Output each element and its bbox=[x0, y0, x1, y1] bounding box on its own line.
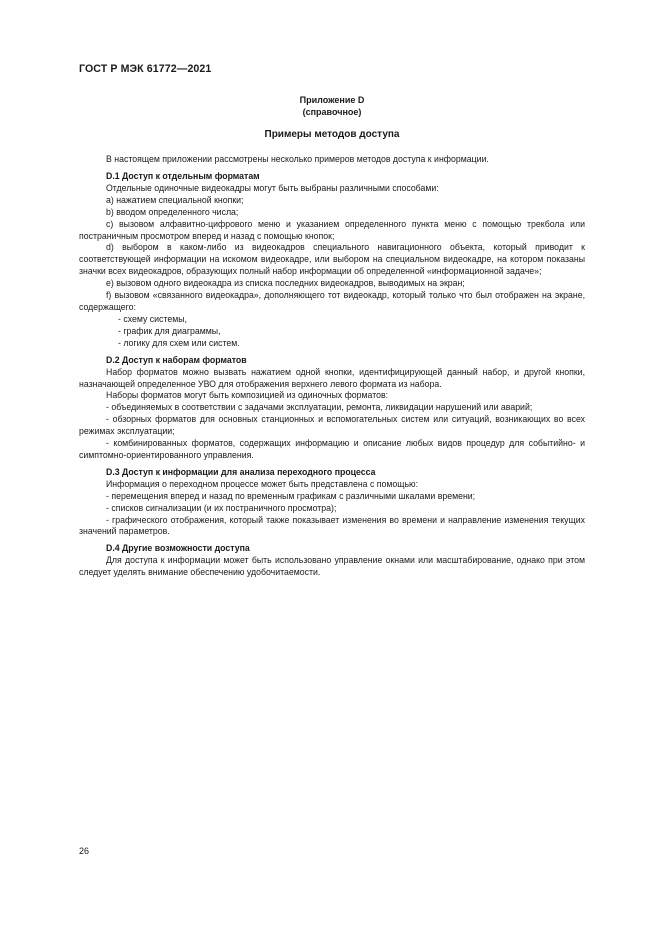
page-number: 26 bbox=[79, 846, 90, 856]
section-d2-heading: D.2 Доступ к наборам форматов bbox=[106, 354, 247, 365]
d2-dash-2: - обзорных форматов для основных станционных и вспомогательных систем или ситуаций, возникающих во всех режимах эксплуатации; bbox=[79, 414, 585, 437]
d1-dash-2: - график для диаграммы, bbox=[118, 325, 221, 336]
annex-type: (справочное) bbox=[302, 107, 362, 117]
d1-lead: Отдельные одиночные видеокадры могут быть выбраны различными способами: bbox=[106, 182, 439, 193]
d2-paragraph-1: Набор форматов можно вызвать нажатием одной кнопки, идентифицирующей данный набор, и другой кнопки, назначающей определенное УВО для отображения верхнего левого формата из набора. bbox=[79, 366, 585, 389]
d3-dash-3: - графического отображения, который также показывает изменения во времени и направление изменения текущих значений параметров. bbox=[79, 514, 585, 537]
section-d3-heading: D.3 Доступ к информации для анализа переходного процесса bbox=[106, 466, 376, 477]
d3-dash-1: - перемещения вперед и назад по временным графикам с различными шкалами времени; bbox=[106, 490, 476, 501]
annex-title: Приложение D bbox=[299, 95, 365, 105]
d1-dash-3: - логику для схем или систем. bbox=[118, 337, 240, 348]
d2-dash-3: - комбинированных форматов, содержащих информацию и описание любых видов процедур для событийно- и симптомно-ориентированного управления. bbox=[79, 438, 585, 460]
d1-item-e: e) вызовом одного видеокадра из списка последних видеокадров, выводимых на экран; bbox=[106, 278, 465, 289]
d1-dash-1: - схему системы, bbox=[118, 313, 187, 324]
d3-lead: Информация о переходном процессе может быть представлена с помощью: bbox=[106, 478, 419, 489]
intro-paragraph: В настоящем приложении рассмотрены несколько примеров методов доступа к информации. bbox=[106, 154, 489, 164]
document-body bbox=[79, 154, 585, 579]
document-code: ГОСТ Р МЭК 61772—2021 bbox=[79, 63, 212, 75]
d2-paragraph-2: Наборы форматов могут быть композицией из одиночных форматов: bbox=[106, 390, 389, 401]
d1-item-f-text: f) вызовом «связанного видеокадра», дополняющего тот видеокадр, который только что был отображен на экране, содержащего: bbox=[79, 290, 585, 312]
d4-paragraph: Для доступа к информации может быть использовано управление окнами или масштабирование, однако при этом следует уделять внимание обеспечению удобочитаемости. bbox=[79, 555, 585, 578]
d1-item-a: a) нажатием специальной кнопки; bbox=[106, 194, 244, 205]
d3-dash-2: - списков сигнализации (и их постраничного просмотра); bbox=[106, 502, 337, 513]
d1-item-c: c) вызовом алфавитно-цифрового меню и указанием определенного пункта меню с помощью трекбола или постраничным просмотром вперед и назад с помощью кнопок; bbox=[79, 218, 585, 241]
d2-dash-1: - объединяемых в соответствии с задачами эксплуатации, ремонта, ликвидации нарушений или аварий; bbox=[106, 402, 533, 413]
d1-item-b: b) вводом определенного числа; bbox=[106, 206, 239, 217]
section-d4-heading: D.4 Другие возможности доступа bbox=[106, 543, 250, 554]
main-title: Примеры методов доступа bbox=[264, 129, 400, 140]
section-d1-heading: D.1 Доступ к отдельным форматам bbox=[106, 170, 260, 181]
d1-item-f bbox=[79, 290, 585, 314]
d1-item-d: d) выбором в каком-либо из видеокадров специального навигационного объекта, который приводит к соответствующей информации на искомом видеокадре, или выбором на специальном видеокадре, на котором показаны значки всех видеокадров, образующих полный набор информации об определенной «информационной задаче»; bbox=[79, 242, 585, 277]
